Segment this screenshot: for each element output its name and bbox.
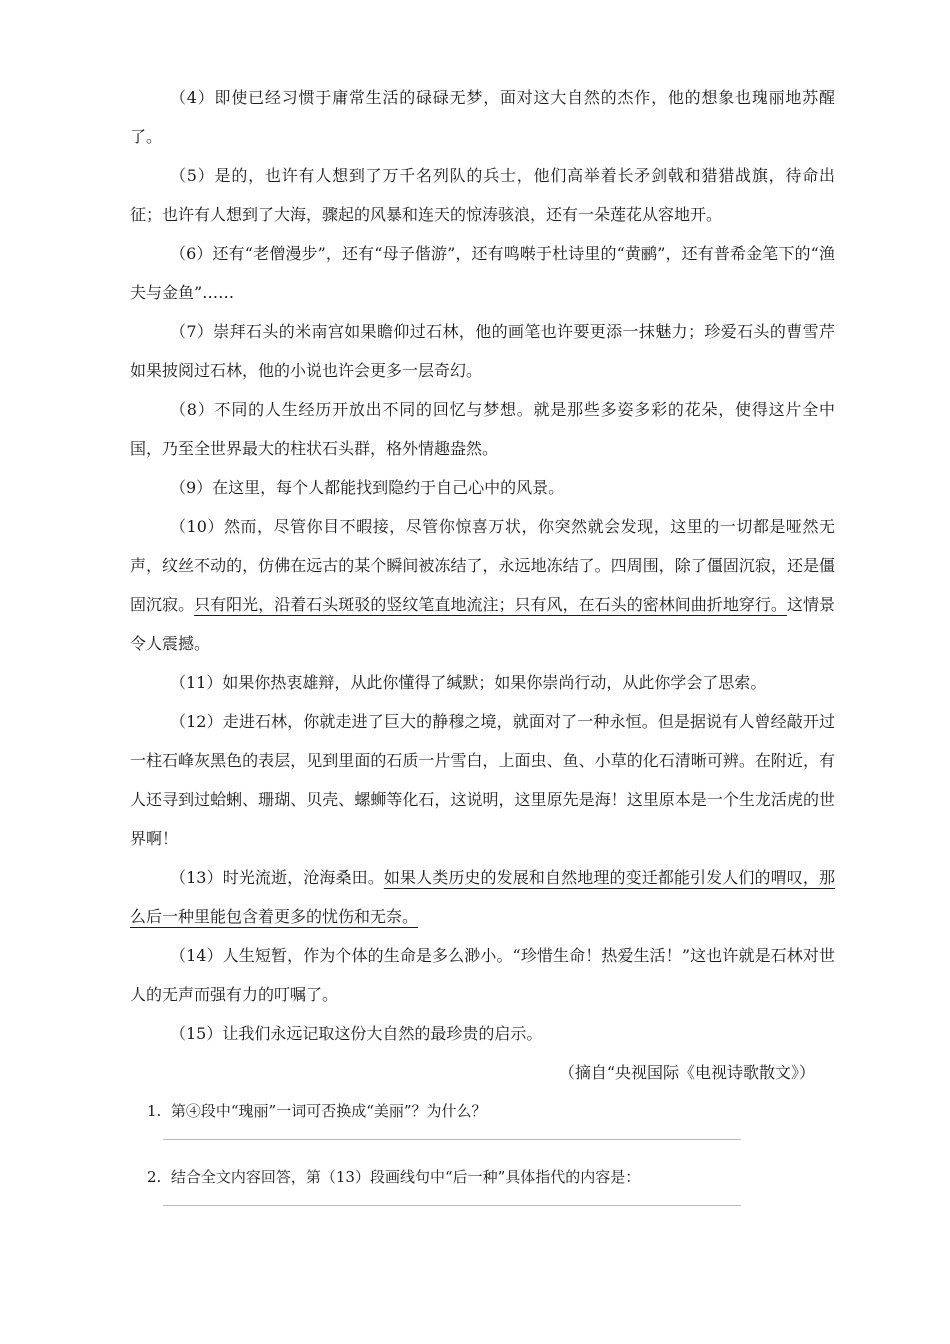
answer-line-2[interactable] [163, 1205, 741, 1206]
paragraph-15: （15）让我们永远记取这份大自然的最珍贵的启示。 [170, 1024, 543, 1043]
paragraph-7: （7）崇拜石头的米南宫如果瞻仰过石林，他的画笔也许要更添一抹魅力；珍爱石头的曹雪芹如果披阅过石林，他的小说也许会更多一层奇幻。 [130, 322, 835, 380]
paragraph-10 [130, 507, 835, 663]
question-1-text: 第④段中“瑰丽”一词可否换成“美丽”？为什么？ [170, 1102, 487, 1120]
paragraph-13-underlined-sentence: 如果人类历史的发展和自然地理的变迁都能引发人们的喟叹，那么后一种里能包含着更多的忧伤和无奈。 [130, 868, 835, 926]
paragraph-5: （5）是的，也许有人想到了万千名列队的兵士，他们高举着长矛剑戟和猎猎战旗，待命出征；也许有人想到了大海，骤起的风暴和连天的惊涛骇浪，还有一朵莲花从容地开。 [130, 166, 835, 224]
paragraph-9: （9）在这里，每个人都能找到隐约于自己心中的风景。 [170, 478, 565, 497]
question-2-text: 结合全文内容回答，第（13）段画线句中“后一种”具体指代的内容是： [170, 1168, 641, 1186]
paragraph-13-text: （13）时光流逝，沧海桑田。 [170, 868, 384, 887]
question-1-number: 1. [147, 1102, 162, 1120]
document-page [130, 78, 835, 1224]
paragraph-10-tail: 这情景令人震撼。 [130, 595, 835, 653]
paragraph-4: （4）即使已经习惯于庸常生活的碌碌无梦，面对这大自然的杰作，他的想象也瑰丽地苏醒了。 [130, 88, 835, 146]
paragraph-10-underlined-sentence: 只有阳光，沿着石头斑驳的竖纹笔直地流注；只有风，在石头的密林间曲折地穿行。 [194, 595, 787, 614]
paragraph-6: （6）还有“老僧漫步”，还有“母子偕游”，还有鸣啭于杜诗里的“黄鹂”，还有普希金笔下的“渔夫与金鱼”…… [130, 244, 835, 302]
paragraph-13 [130, 858, 835, 936]
question-1 [130, 1092, 835, 1131]
paragraph-11: （11）如果你热衷雄辩，从此你懂得了缄默；如果你崇尚行动，从此你学会了思索。 [170, 673, 767, 692]
source-citation: （摘自“央视国际《电视诗歌散文》） [558, 1063, 815, 1082]
question-2-number: 2. [147, 1168, 162, 1186]
answer-line-1[interactable] [163, 1139, 741, 1140]
paragraph-12: （12）走进石林，你就走进了巨大的静穆之境，就面对了一种永恒。但是据说有人曾经敲开过一柱石峰灰黑色的表层，见到里面的石质一片雪白，上面虫、鱼、小草的化石清晰可辨。在附近，有人还寻到过蛤蜊、珊瑚、贝壳、螺蛳等化石，这说明，这里原先是海！这里原本是一个生龙活虎的世界啊！ [130, 712, 835, 848]
paragraph-10-text: （10）然而，尽管你目不暇接，尽管你惊喜万状，你突然就会发现，这里的一切都是哑然无声，纹丝不动的，仿佛在远古的某个瞬间被冻结了，永远地冻结了。四周围，除了僵固沉寂，还是僵固沉寂。 [130, 517, 835, 614]
paragraph-14: （14）人生短暂，作为个体的生命是多么渺小。“珍惜生命！热爱生活！”这也许就是石林对世人的无声而强有力的叮嘱了。 [130, 946, 835, 1004]
paragraph-8: （8）不同的人生经历开放出不同的回忆与梦想。就是那些多姿多彩的花朵，使得这片全中国，乃至全世界最大的柱状石头群，格外情趣盎然。 [130, 400, 835, 458]
question-2 [130, 1158, 835, 1197]
